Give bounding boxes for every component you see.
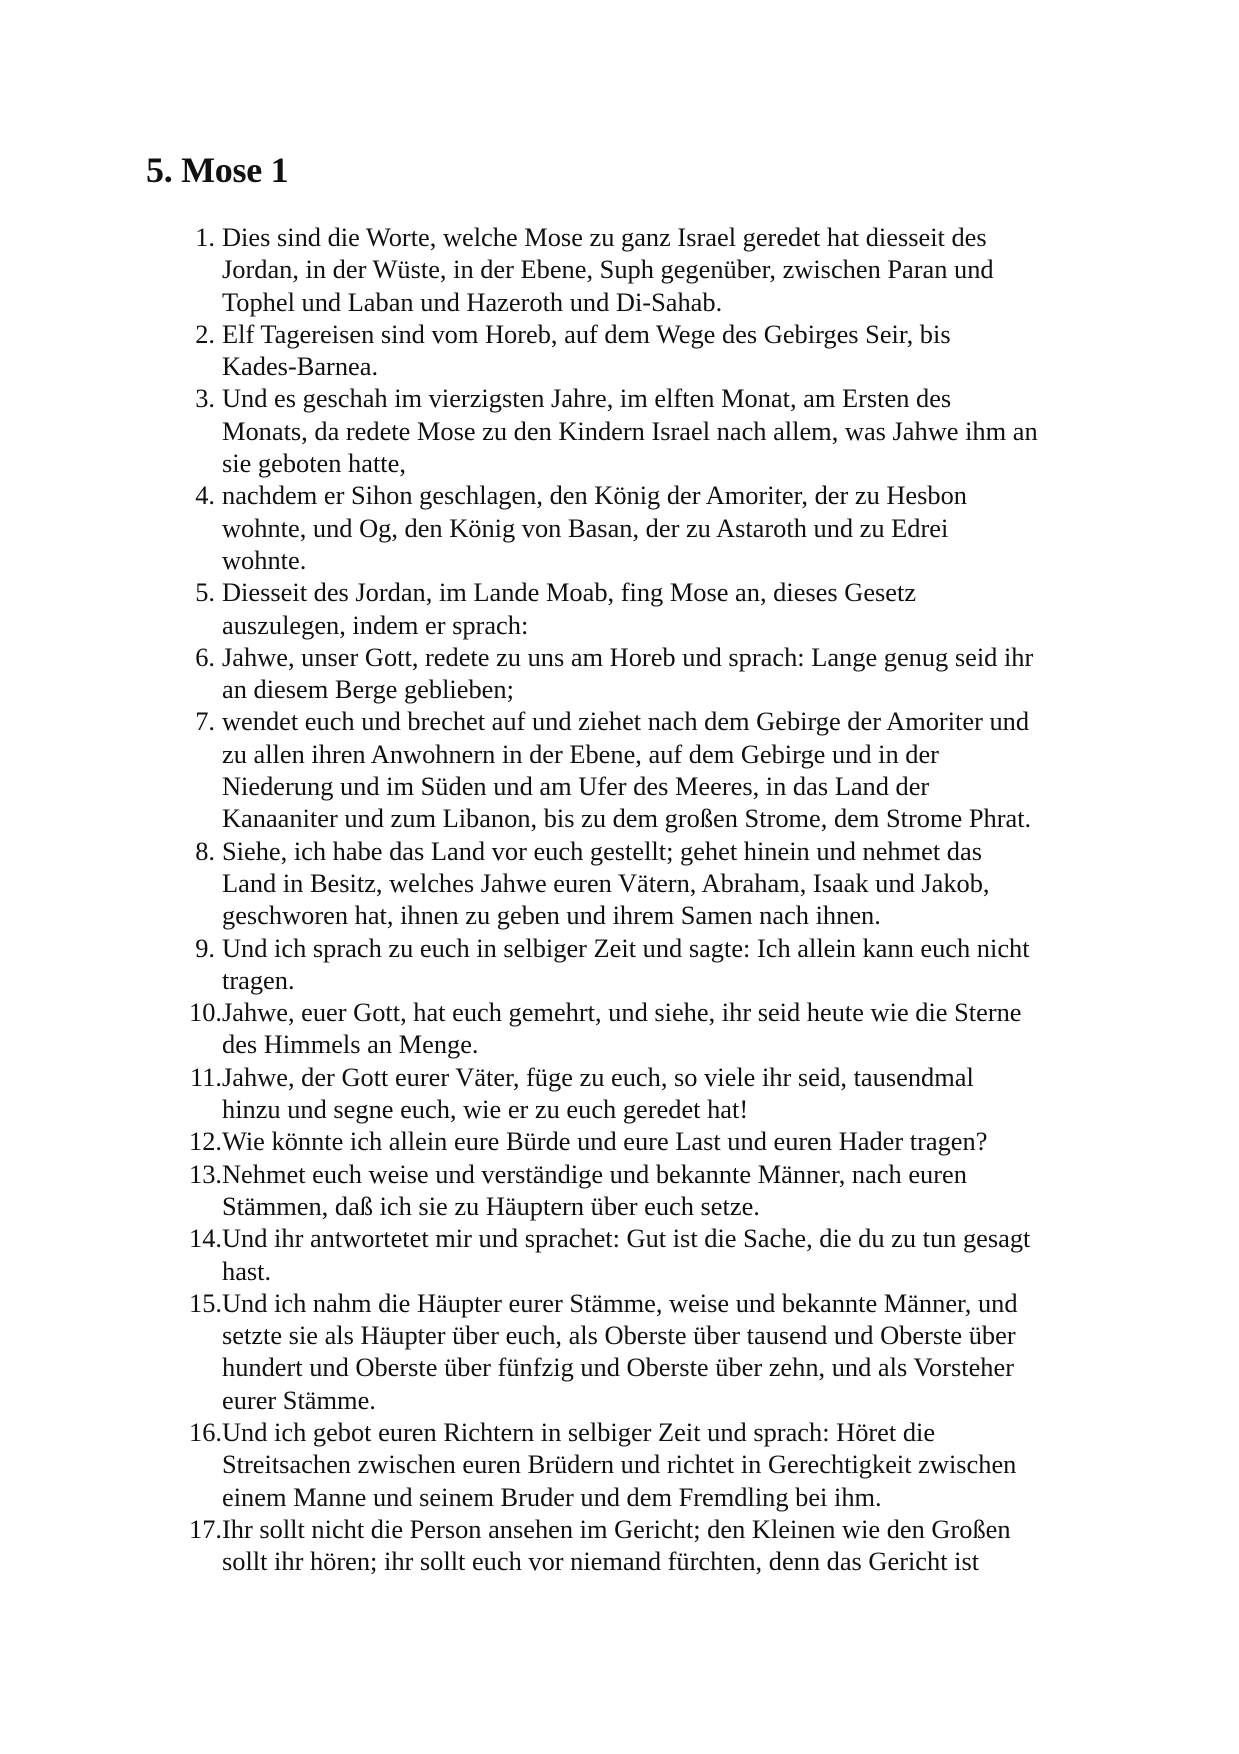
verse-item — [160, 1061, 1120, 1126]
verse-item — [160, 835, 1120, 932]
verse-number: 11. — [189, 1061, 222, 1092]
verse-text-line: sie geboten hatte, — [222, 448, 406, 479]
verse-item — [160, 479, 1120, 576]
verse-text-line: des Himmels an Menge. — [222, 1029, 479, 1060]
verse-item — [160, 1222, 1120, 1287]
verse-item — [160, 318, 1120, 383]
verse-text-line: eurer Stämme. — [222, 1384, 376, 1415]
verse-number: 12. — [189, 1126, 222, 1157]
verse-number: 3. — [195, 383, 215, 414]
verse-number: 1. — [195, 222, 215, 252]
verse-text-line: Kades-Barnea. — [222, 351, 379, 382]
verse-text-line: hundert und Oberste über fünfzig und Oberste über zehn, und als Vorsteher — [222, 1352, 1014, 1383]
chapter-title: 5. Mose 1 — [146, 150, 289, 190]
verse-number: 9. — [195, 932, 215, 963]
verse-text-line: Dies sind die Worte, welche Mose zu ganz Israel geredet hat diesseit des — [222, 222, 987, 252]
verse-item — [160, 996, 1120, 1061]
verse-text-line: Und ich sprach zu euch in selbiger Zeit und sagte: Ich allein kann euch nicht — [222, 932, 1030, 963]
verse-number: 2. — [195, 318, 215, 349]
verse-text-line: sollt ihr hören; ihr sollt euch vor niemand fürchten, denn das Gericht ist — [222, 1546, 980, 1577]
verse-text-line: Nehmet euch weise und verständige und bekannte Männer, nach euren — [222, 1158, 967, 1189]
verse-text-line: Jahwe, der Gott eurer Väter, füge zu euch, so viele ihr seid, tausendmal — [222, 1061, 974, 1092]
verse-text-line: Stämmen, daß ich sie zu Häuptern über euch setze. — [222, 1190, 760, 1221]
verse-item — [160, 1416, 1120, 1513]
verse-text-line: Diesseit des Jordan, im Lande Moab, fing Mose an, dieses Gesetz — [222, 577, 917, 608]
verse-list — [160, 221, 1120, 1577]
verse-text-line: einem Manne und seinem Bruder und dem Fremdling bei ihm. — [222, 1481, 882, 1512]
verse-number: 6. — [195, 641, 215, 672]
verse-text-line: Siehe, ich habe das Land vor euch gestellt; gehet hinein und nehmet das — [222, 835, 982, 866]
verse-text-line: Tophel und Laban und Hazeroth und Di-Sahab. — [222, 286, 723, 317]
verse-text-line: Und ihr antwortetet mir und sprachet: Gut ist die Sache, die du zu tun gesagt — [222, 1223, 1031, 1254]
verse-text-line: Niederung und im Süden und am Ufer des Meeres, in das Land der — [222, 771, 930, 802]
verse-number: 5. — [195, 577, 215, 608]
verse-text-line: zu allen ihren Anwohnern in der Ebene, auf dem Gebirge und in der — [222, 738, 939, 769]
verse-number: 10. — [189, 997, 222, 1028]
verse-text-line: setzte sie als Häupter über euch, als Oberste über tausend und Oberste über — [222, 1320, 1016, 1351]
verse-text-line: Jahwe, euer Gott, hat euch gemehrt, und siehe, ihr seid heute wie die Sterne — [222, 997, 1022, 1028]
verse-text-line: wendet euch und brechet auf und ziehet nach dem Gebirge der Amoriter und — [222, 706, 1030, 737]
verse-text-line: Kanaaniter und zum Libanon, bis zu dem großen Strome, dem Strome Phrat. — [222, 803, 1032, 834]
verse-text-line: Und es geschah im vierzigsten Jahre, im elften Monat, am Ersten des — [222, 383, 952, 414]
verse-text-line: Elf Tagereisen sind vom Horeb, auf dem Wege des Gebirges Seir, bis — [222, 318, 951, 349]
verse-text-line: Jahwe, unser Gott, redete zu uns am Horeb und sprach: Lange genug seid ihr — [222, 641, 1034, 672]
verse-item — [160, 932, 1120, 997]
verse-text-line: Und ich gebot euren Richtern in selbiger Zeit und sprach: Höret die — [222, 1416, 936, 1447]
verse-number: 16. — [189, 1416, 222, 1447]
verse-text-line: Streitsachen zwischen euren Brüdern und richtet in Gerechtigkeit zwischen — [222, 1449, 1017, 1480]
verse-text-line: Und ich nahm die Häupter eurer Stämme, weise und bekannte Männer, und — [222, 1287, 1018, 1318]
verse-item — [160, 1513, 1120, 1578]
verse-item — [160, 1287, 1120, 1416]
verse-item — [160, 1125, 1120, 1157]
verse-text-line: wohnte. — [222, 544, 307, 575]
verse-number: 15. — [189, 1287, 222, 1318]
verse-text-line: Ihr sollt nicht die Person ansehen im Gericht; den Kleinen wie den Großen — [222, 1513, 1011, 1544]
verse-number: 7. — [195, 706, 215, 737]
verse-text-line: hast. — [222, 1255, 272, 1286]
verse-item — [160, 221, 1120, 318]
verse-number: 17. — [189, 1513, 222, 1544]
verse-number: 8. — [195, 835, 215, 866]
verse-text-line: nachdem er Sihon geschlagen, den König der Amoriter, der zu Hesbon — [222, 480, 967, 511]
verse-text-line: wohnte, und Og, den König von Basan, der zu Astaroth und zu Edrei — [222, 512, 949, 543]
verse-item — [160, 1158, 1120, 1223]
verse-number: 13. — [189, 1158, 222, 1189]
verse-text-line: Wie könnte ich allein eure Bürde und eure Last und euren Hader tragen? — [222, 1126, 988, 1157]
verse-number: 4. — [195, 480, 215, 511]
verse-text-line: an diesem Berge geblieben; — [222, 674, 514, 705]
verse-item — [160, 641, 1120, 706]
verse-text-line: auszulegen, indem er sprach: — [222, 609, 529, 640]
verse-item — [160, 705, 1120, 834]
verse-number: 14. — [189, 1223, 222, 1254]
verse-text-line: hinzu und segne euch, wie er zu euch geredet hat! — [222, 1094, 749, 1125]
verse-item — [160, 382, 1120, 479]
verse-text-line: geschworen hat, ihnen zu geben und ihrem Samen nach ihnen. — [222, 900, 881, 931]
verse-text-line: Jordan, in der Wüste, in der Ebene, Suph gegenüber, zwischen Paran und — [222, 254, 994, 285]
verse-text-line: Monats, da redete Mose zu den Kindern Israel nach allem, was Jahwe ihm an — [222, 415, 1038, 446]
verse-text-line: tragen. — [222, 964, 295, 995]
verse-item — [160, 576, 1120, 641]
verse-text-line: Land in Besitz, welches Jahwe euren Vätern, Abraham, Isaak und Jakob, — [222, 867, 990, 898]
